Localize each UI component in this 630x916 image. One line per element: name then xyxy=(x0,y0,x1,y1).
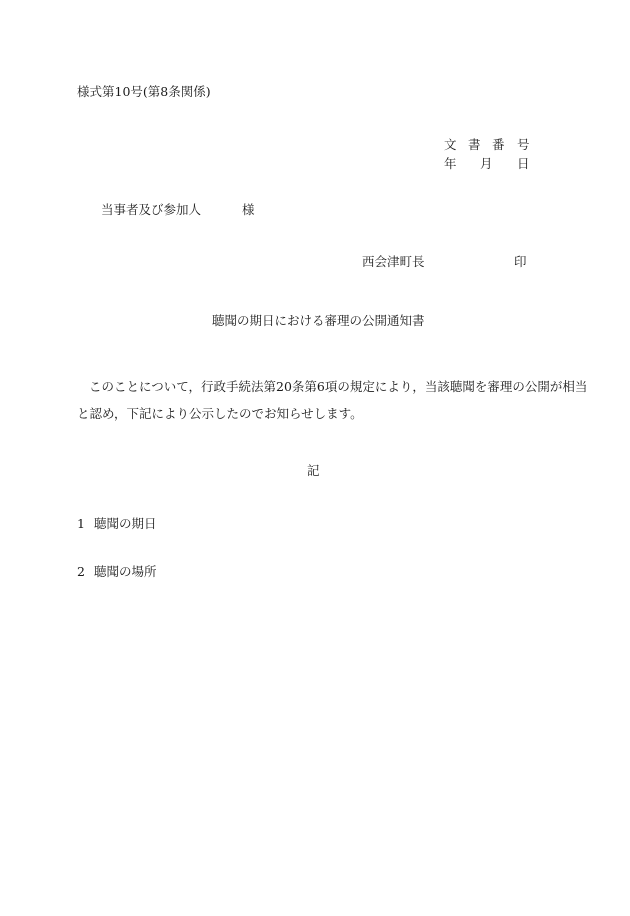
body-line-2: と認め，下記により公示したのでお知らせします。 xyxy=(77,406,363,421)
ki-heading: 記 xyxy=(307,463,320,478)
item-number: 1 xyxy=(77,516,85,531)
item-label: 聴聞の場所 xyxy=(94,564,157,579)
addressee-honorific: 様 xyxy=(242,202,255,217)
body-line-1: このことについて，行政手続法第20条第6項の規定により，当該聴聞を審理の公開が相当 xyxy=(89,379,588,394)
issuer-seal: 印 xyxy=(514,254,527,269)
doc-number-char: 文 xyxy=(444,137,457,152)
date-line xyxy=(444,158,530,171)
document-number-label xyxy=(444,139,530,152)
addressee-name: 当事者及び参加人 xyxy=(101,202,202,217)
date-month: 月 xyxy=(480,156,493,171)
list-item xyxy=(77,518,157,531)
item-number: 2 xyxy=(77,564,85,579)
doc-number-char: 書 xyxy=(468,137,481,152)
form-label: 様式第10号(第8条関係) xyxy=(77,84,211,99)
document-title: 聴聞の期日における審理の公開通知書 xyxy=(212,313,425,328)
issuer-name: 西会津町長 xyxy=(362,254,425,269)
date-day: 日 xyxy=(517,156,530,171)
date-year: 年 xyxy=(444,156,457,171)
list-item xyxy=(77,566,157,579)
doc-number-char: 号 xyxy=(517,137,530,152)
doc-number-char: 番 xyxy=(492,137,505,152)
item-label: 聴聞の期日 xyxy=(94,516,157,531)
